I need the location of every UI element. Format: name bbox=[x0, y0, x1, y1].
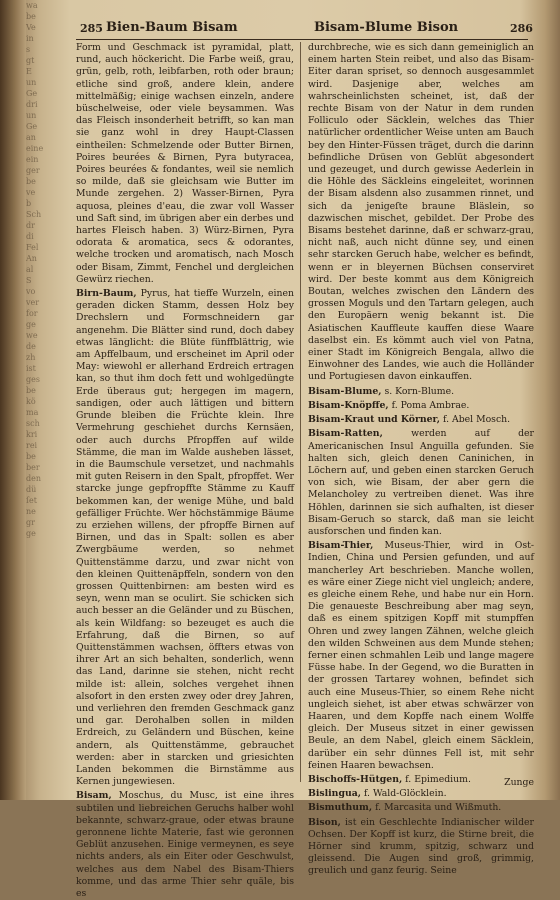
edge-fragment: s bbox=[26, 45, 31, 54]
edge-fragment: ne bbox=[26, 507, 36, 516]
dictionary-entry bbox=[308, 428, 534, 538]
facing-page-edge bbox=[26, 0, 48, 800]
edge-fragment: be bbox=[26, 452, 36, 461]
right-running-title: Bisam-Blume Bison bbox=[314, 20, 459, 35]
dictionary-entry bbox=[308, 802, 534, 814]
left-running-title: Bien-Baum Bisam bbox=[106, 20, 238, 35]
edge-fragment: we bbox=[26, 331, 38, 340]
edge-fragment: rei bbox=[26, 441, 38, 450]
dictionary-entry bbox=[76, 790, 294, 900]
entry-text: durchbreche, wie es sich dann gemeiniglich an einem harten Stein reibet, und also das Bisam-Eiter daran spriset, so dennoch ausgesammlet wird. Dasjenige aber, welches am wahrscheinlichsten scheinet, ist, daß der rechte Bisam von der Natur in dem runden Folliculo oder Säcklein, welches das Thier natürlicher ordentlicher Weise unten am Bauch bey den Hinter-Füssen träget, durch die darinn befindliche Drüsen von Geblüt abgesondert und gezeuget, und durch gewisse Aederlein in die Höhle des Säckleins eingeleitet, worinnen der Bisam alsdenn also zusammen rinnet, und sich da jenigeſte braune Bläslein, so dazwischen mischet, gebildet. Der Probe des Bisams bestehet darinne, daß er schwarz-grau, nicht naß, auch nicht dünne sey, und einen sehr starcken Geruch habe, welcher es befindt, wenn er in bleyernen Büchsen conserviret wird. Der beste kommt aus dem Königreich Boutan, welches zwischen den Ländern des grossen Moguls und den Tartarn gelegen, auch den Europäern wenig bekannt ist. Die Asiatischen Kauffleute kauffen diese Waare daselbst ein. Es kömmt auch viel von Patna, einer Stadt im Königreich Bengala, allwo die Einwohner des Landes, wie auch die Holländer und Portugiesen davon einkauffen. bbox=[308, 42, 534, 383]
edge-fragment: ein bbox=[26, 155, 39, 164]
edge-fragment: ber bbox=[26, 463, 40, 472]
edge-fragment: di bbox=[26, 232, 34, 241]
edge-fragment: ger bbox=[26, 166, 40, 175]
edge-fragment: al bbox=[26, 265, 34, 274]
entry-headword: Bisam-Ratten, bbox=[308, 428, 383, 440]
edge-fragment: vo bbox=[26, 287, 36, 296]
edge-fragment: b bbox=[26, 199, 32, 208]
entry-headword: Bison, bbox=[308, 816, 341, 828]
entry-text: Museus-Thier, wird in Ost-Indien, China und Persien gefunden, und auf mancherley Art beschrieben. Manche wollen, es wäre einer Ziege nicht viel ungleich; andere, es gleiche einem Rehe, und habe nur ein Horn. Die genaueste Beschreibung aber mag seyn, daß es einem spitzigen Kopff mit stumpffen Ohren und zwey langen Zähnen, welche gleich den wilden Schweinen aus dem Munde stehen; ferner einen schmahlen Leib und lange magere Füsse habe. In der Gegend, wo die Buratten in der grossen Tartarey wohnen, befindet sich auch eine Museus-Thier, so einem Rehe nicht ungleich siehet, ist aber etwas schwärzer von Haaren, und dem Kopffe nach einem Wolffe gleich. Der Museus sitzet in einer gewissen Beule, an dem Nabel, gleich einem Säcklein, darüber ein sehr dünnes Fell ist, mit sehr feinen Haaren bewachsen. bbox=[308, 540, 534, 771]
edge-fragment: zh bbox=[26, 353, 36, 362]
edge-fragment: ver bbox=[26, 298, 40, 307]
edge-fragment: dü bbox=[26, 485, 37, 494]
right-page-number: 286 bbox=[510, 22, 533, 35]
edge-fragment: Sch bbox=[26, 210, 42, 219]
edge-fragment: ſet bbox=[26, 496, 37, 505]
edge-fragment: ges bbox=[26, 375, 40, 384]
running-header bbox=[52, 18, 538, 40]
edge-fragment: Ve bbox=[26, 23, 36, 32]
entry-text: f. Poma Ambrae. bbox=[388, 399, 470, 411]
edge-fragment: ist bbox=[26, 364, 36, 373]
entry-headword: Birn-Baum, bbox=[76, 288, 137, 300]
edge-fragment: ma bbox=[26, 408, 39, 417]
entry-text: ist ein Geschlechte Indianischer wilder Ochsen. Der Kopff ist kurz, die Stirne breit, die Hörner sind krumm, spitzig, schwarz und gleissend. Die Augen sind groß, grimmig, greulich und ganz feurig. Seine bbox=[308, 816, 534, 877]
edge-fragment: kö bbox=[26, 397, 36, 406]
edge-fragment: gt bbox=[26, 56, 35, 65]
entry-headword: Bisam-Knöpffe, bbox=[308, 399, 389, 411]
entry-text: f. Abel Mosch. bbox=[440, 414, 511, 426]
edge-fragment: S bbox=[26, 276, 32, 285]
entry-text: f. Wald-Glöcklein. bbox=[360, 788, 447, 800]
edge-fragment: dri bbox=[26, 100, 38, 109]
edge-fragment: sch bbox=[26, 419, 40, 428]
page bbox=[52, 18, 538, 900]
dictionary-entry bbox=[308, 788, 534, 800]
catchword: Zunge bbox=[504, 777, 534, 788]
edge-fragment: kri bbox=[26, 430, 38, 439]
entry-text: Pyrus, hat tieffe Wurzeln, einen geraden dicken Stamm, dessen Holz bey Drechslern und Formschneidern gar angenehm. Die Blätter sind rund, doch dabey etwas länglicht: die Blüte fünffblättrig, wie am Apffelbaum, und erscheinet im April oder May: wiewohl er allerhand Erdreich ertragen kan, so thut ihm doch fett und wohlgedüngte Erde überaus gut; hergegen im magern, sandigen, oder auch lättigen und bittern Grunde bleiben die Früchte klein. Ihre Vermehrung geschiehet durchs Kernsäen, oder auch durchs Pfropffen auf wilde Stämme, die man im Walde ausheben lässet, in die Baumschule versetzet, und nachmahls mit guten Reisern in den Spalt, pfropffet. Wer starcke junge gepfropffte Stämme zu Kauff bekommen kan, der wenige Mühe, und bald gefälliger Früchte. Wer höchstämmige Bäume zu erziehen willens, der pfropffe Birnen auf Birnen, und das in Spalt: sollen es aber Zwergbäume werden, so nehmet Quittenstämme darzu, und zwar nicht von den kleinen Quittenäpffeln, sondern von den grossen Quittenbirnen: am besten wird es seyn, wenn man se oculirt. Sie schicken sich auch besser an die Geländer und zu Büschen, als kein Wildfang: so bezeuget es auch die Erfahrung, daß die Birnen, so auf Quittenstämmen wachsen, öffters etwas von ihrer Art an sich behalten, sonderlich, wenn das Land, darinne sie stehen, nicht recht milde ist: allein, solches vergehet ihnen alsofort in den ersten zwey oder drey Jahren, und verliehren den fremden Geschmack ganz und gar. Derohalben sollen in milden Erdreich, zu Geländern und Büschen, keine andern, als Quittenstämme, gebrauchet werden: aber in starcken und griesichten Landen bekommen die Birnstämme aus Kernen jungewiesen. bbox=[76, 288, 294, 788]
edge-fragment: den bbox=[26, 474, 42, 483]
edge-fragment: an bbox=[26, 133, 36, 142]
edge-fragment: be bbox=[26, 177, 36, 186]
edge-fragment: An bbox=[26, 254, 37, 263]
edge-fragment: be bbox=[26, 386, 36, 395]
dictionary-entry bbox=[308, 400, 534, 412]
dictionary-entry bbox=[76, 42, 294, 286]
edge-fragment: E bbox=[26, 67, 32, 76]
entry-headword: Bisam, bbox=[76, 790, 112, 802]
entry-text: f. Epimedium. bbox=[402, 773, 471, 785]
left-page-number: 285 bbox=[80, 22, 103, 35]
entry-headword: Bisam-Kraut und Körner, bbox=[308, 414, 440, 426]
book-spine bbox=[0, 0, 26, 800]
entry-headword: Bislingua, bbox=[308, 788, 361, 800]
edge-fragment: for bbox=[26, 309, 38, 318]
dictionary-entry bbox=[308, 817, 534, 878]
entry-headword: Bischoffs-Hütgen, bbox=[308, 773, 403, 785]
edge-fragment: ge bbox=[26, 529, 36, 538]
entry-headword: Bismuthum, bbox=[308, 802, 373, 814]
dictionary-entry bbox=[308, 774, 534, 786]
edge-fragment: Ge bbox=[26, 122, 38, 131]
edge-fragment: de bbox=[26, 342, 36, 351]
edge-fragment: ge bbox=[26, 320, 36, 329]
edge-fragment: eine bbox=[26, 144, 44, 153]
edge-fragment: gr bbox=[26, 518, 35, 527]
edge-fragment: Fel bbox=[26, 243, 39, 252]
entry-headword: Bisam-Blume, bbox=[308, 385, 382, 397]
left-column bbox=[76, 42, 301, 900]
edge-fragment: Ge bbox=[26, 89, 38, 98]
entry-headword: Bisam-Thier, bbox=[308, 540, 374, 552]
header-rule bbox=[76, 39, 528, 40]
dictionary-entry bbox=[76, 288, 294, 788]
dictionary-entry bbox=[308, 42, 534, 384]
entry-text: Moschus, du Musc, ist eine ihres subtilen und liebreichen Geruchs halber wohl bekannte, schwarz-graue, oder etwas braune geronnene lichte Materie, fast wie geronnen Geblüt anzusehen. Einige vermeynen, es seye nichts anders, als ein Eiter oder Geschwulst, welches aus dem Nabel des Bisam-Thiers komme, und das arme Thier sehr quäle, bis es bbox=[76, 790, 294, 900]
edge-fragment: in bbox=[26, 34, 34, 43]
entry-text: Form und Geschmack ist pyramidal, platt, rund, auch höckericht. Die Farbe weiß, grau, grün, gelb, roth, leibfarben, roth oder braun; etliche sind groß, andere klein, andere mittelmäßig; einige wachsen einzeln, andere büschelweise, oder viele beysammen. Was das Fleisch insonderheit betrifft, so kan man sie ganz wohl in drey Haupt-Classen eintheilen: Schmelzende oder Butter Birnen, Poires beurées & Birnen, Pyra butyracea, Poires beurées & fondantes, weil sie nemlich so milde, daß sie gleichsam wie Butter im Munde zergehen. 2) Wasser-Birnen, Pyra aquosa, pleines d'eau, die zwar voll Wasser und Saft sind, im übrigen aber ein derbes und hartes Fleisch haben. 3) Würz-Birnen, Pyra odorata & aromatica, secs & odorantes, welche trocken und aromatisch, nach Mosch oder Bisam, Zimmt, Fenchel und dergleichen Gewürz riechen. bbox=[76, 42, 294, 285]
edge-fragment: ve bbox=[26, 188, 36, 197]
entry-text: f. Marcasita und Wißmuth. bbox=[372, 802, 502, 814]
dictionary-entry bbox=[308, 414, 534, 426]
edge-fragment: un bbox=[26, 78, 37, 87]
edge-fragment: dr bbox=[26, 221, 35, 230]
entry-text: werden auf der Americanischen Insul Anguilla gefunden. Sie halten sich, gleich denen Caninichen, in Löchern auf, und geben einen starcken Geruch von sich, wie Bisam, der aber gern die Melancholey zu vertreiben dienet. Was ihre Höhlen, darinnen sie sich aufhalten, ist dieser Bisam-Geruch so starck, daß man sie leicht ausforschen und finden kan. bbox=[308, 428, 534, 537]
entry-text: s. Korn-Blume. bbox=[381, 385, 455, 397]
dictionary-entry bbox=[308, 386, 534, 398]
dictionary-entry bbox=[308, 540, 534, 772]
edge-fragment: be bbox=[26, 12, 36, 21]
edge-fragment: un bbox=[26, 111, 37, 120]
edge-fragment: wa bbox=[26, 1, 38, 10]
